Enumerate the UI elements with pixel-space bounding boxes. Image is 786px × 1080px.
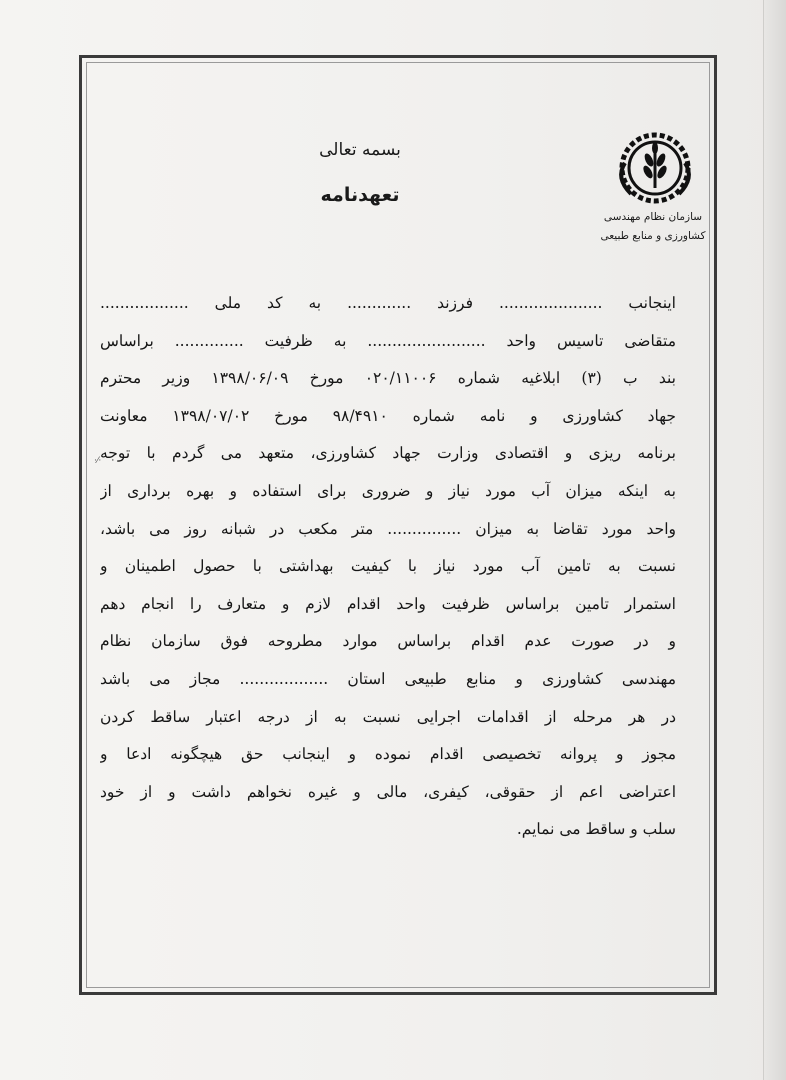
margin-mark: ·⁄· (94, 456, 102, 466)
agriculture-engineering-emblem-icon (600, 123, 710, 213)
document-title: تعهدنامه (320, 184, 400, 206)
body-line: سلب و ساقط می نمایم. (516, 820, 676, 839)
bismillah-heading: بسمه تعالی (319, 140, 401, 160)
paper-edge (763, 0, 786, 1080)
organization-name-line1: سازمان نظام مهندسی (603, 211, 703, 223)
body-line: واحد مورد تقاضا به میزان ............... متر مکعب در شبانه روز می باشد، (100, 519, 676, 538)
body-line: برنامه ریزی و اقتصادی وزارت جهاد کشاورزی، متعهد می گردم با توجه (100, 444, 676, 463)
body-line: متقاضی تاسیس واحد ........................ به ظرفیت .............. براساس (100, 331, 676, 350)
body-line: به اینکه میزان آب مورد نیاز و ضروری برای استفاده و بهره برداری از (100, 481, 676, 500)
body-line: نسبت به تامین آب مورد نیاز با کیفیت بهداشتی با حصول اطمینان و (100, 557, 676, 576)
body-line: استمرار تامین براساس ظرفیت واحد اقدام لازم و متعارف را انجام دهم (100, 594, 676, 613)
body-line: جهاد کشاورزی و نامه شماره ۹۸/۴۹۱۰ مورخ ۱۳۹۸/۰۷/۰۲ معاونت (100, 406, 676, 425)
body-line: اینجانب ..................... فرزند ............. به کد ملی .................. (100, 294, 676, 312)
commitment-body (100, 285, 676, 849)
body-line: بند ب (۳) ابلاغیه شماره ۰۲۰/۱۱۰۰۶ مورخ ۱۳۹۸/۰۶/۰۹ وزیر محترم (100, 369, 676, 388)
body-line: مهندسی کشاورزی و منابع طبیعی استان .................. مجاز می باشد (100, 669, 676, 688)
organization-name-line2: کشاورزی و منابع طبیعی (600, 230, 706, 242)
body-line: مجوز و پروانه تخصیصی اقدام نموده و اینجانب حق هیچگونه ادعا و (100, 745, 676, 764)
body-line: در هر مرحله از اقدامات اجرایی نسبت به از درجه اعتبار ساقط کردن (100, 707, 676, 726)
body-line: اعتراضی اعم از حقوقی، کیفری، مالی و غیره نخواهم داشت و از خود (100, 782, 676, 801)
body-line: و در صورت عدم اقدام براساس موارد مطروحه فوق سازمان نظام (100, 632, 676, 651)
